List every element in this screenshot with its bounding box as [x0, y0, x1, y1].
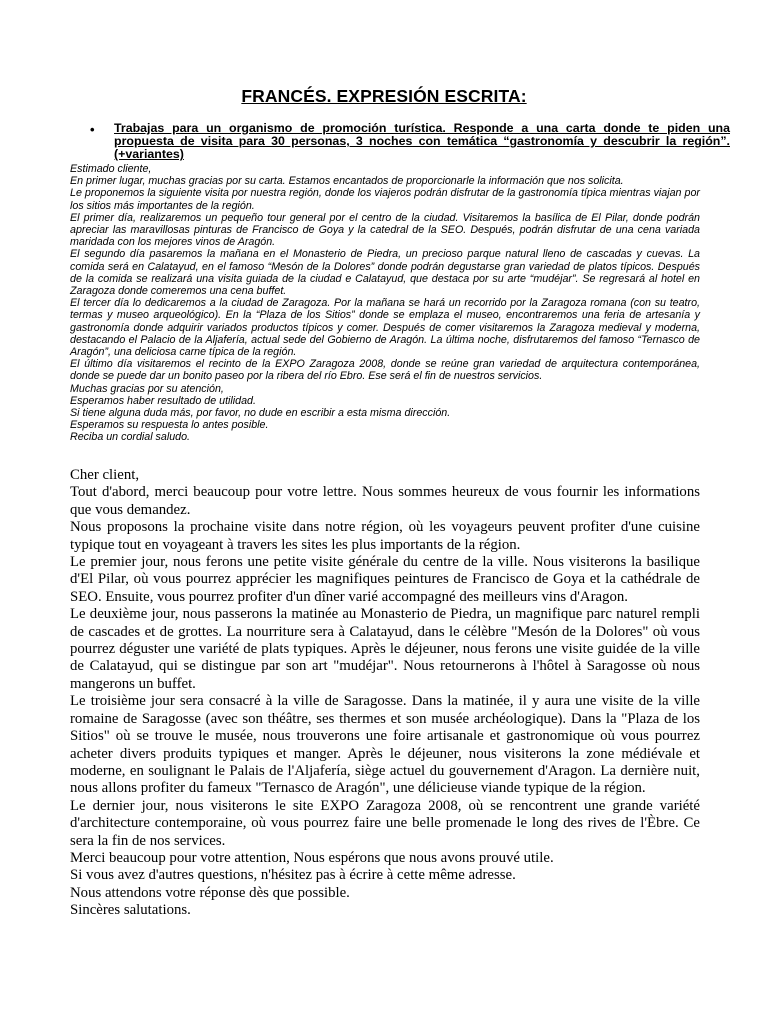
- spanish-paragraph: En primer lugar, muchas gracias por su carta. Estamos encantados de proporcionarle la información que nos solicita.: [70, 175, 624, 188]
- french-letter: [70, 467, 700, 920]
- page-title: FRANCÉS. EXPRESIÓN ESCRITA:: [241, 86, 527, 106]
- spanish-paragraph: El tercer día lo dedicaremos a la ciudad de Zaragoza. Por la mañana se hará un recorrido por la Zaragoza romana (con su teatro, termas y museo arqueológico). En la “Plaza de los Sitios” donde se emplaza el museo, encontraremos una feria de artesanía y gastronomía donde adquirir variados productos típicos y comer. Después de comer visitaremos la Zaragoza medieval y moderna, destacando el Palacio de la Aljafería, actual sede del Gobierno de Aragón. La última noche, disfrutaremos del famoso “Ternasco de Aragón”, una deliciosa carne típica de la región.: [70, 297, 700, 359]
- spanish-paragraph: Esperamos su respuesta lo antes posible.: [70, 419, 269, 432]
- bullet-icon: •: [90, 122, 95, 137]
- french-paragraph: Merci beaucoup pour votre attention, Nous espérons que nous avons prouvé utile.: [70, 849, 554, 866]
- french-paragraph: Nous attendons votre réponse dès que possible.: [70, 884, 350, 901]
- spanish-paragraph: El segundo día pasaremos la mañana en el Monasterio de Piedra, un precioso parque natural lleno de cascadas y cuevas. La comida será en Calatayud, en el famoso “Mesón de la Dolores” donde podrán degustarse gran variedad de platos típicos. Después de la comida se realizará una visita guiada de la ciudad e Calatayud, que destaca por su arte “mudéjar”. Se regresará al hotel en Zaragoza donde comeremos una cena buffet.: [70, 248, 700, 298]
- french-paragraph: Le premier jour, nous ferons une petite visite générale du centre de la ville. Nous visiterons la basilique d'El Pilar, où vous pourrez apprécier les magnifiques peintures de Francisco de Goya et la cathédrale de SEO. Ensuite, vous pourrez profiter d'un dîner varié accompagné des meilleurs vins d'Aragon.: [70, 554, 700, 605]
- french-paragraph: Le troisième jour sera consacré à la ville de Saragosse. Dans la matinée, il y aura une visite de la ville romaine de Saragosse (avec son théâtre, ses thermes et son musée archéologique). Dans la "Plaza de los Sitios" où se trouve le musée, nous trouverons une foire artisanale et gastronomique où vous pourrez acheter divers produits typiques et manger. Après le déjeuner, nous visiterons la zone médiévale et moderne, en soulignant le Palais de l'Aljafería, siège actuel du gouvernement d'Aragon. La dernière nuit, nous allons profiter du fameux "Ternasco de Aragón", une délicieuse viande typique de la région.: [70, 693, 700, 797]
- spanish-paragraph: El primer día, realizaremos un pequeño tour general por el centro de la ciudad. Visitaremos la basílica de El Pilar, donde podrán apreciar las maravillosas pinturas de Francisco de Goya y la catedral de la SEO. Después, podrán disfrutar de una cena variada maridada con los mejores vinos de Aragón.: [70, 211, 700, 249]
- french-paragraph: Nous proposons la prochaine visite dans notre région, où les voyageurs peuvent profiter d'une cuisine typique tout en voyageant à travers les sites les plus importants de la région.: [70, 519, 700, 553]
- spanish-paragraph: Si tiene alguna duda más, por favor, no dude en escribir a esta misma dirección.: [70, 407, 451, 420]
- spanish-paragraph: Reciba un cordial saludo.: [70, 431, 191, 444]
- task-text: Trabajas para un organismo de promoción turística. Responde a una carta donde te piden una propuesta de visita para 30 personas, 3 noches con temática “gastronomía y descubrir la región”. (+variantes): [114, 121, 730, 162]
- spanish-paragraph: El último día visitaremos el recinto de la EXPO Zaragoza 2008, donde se reúne gran variedad de arquitectura contemporánea, donde se puede dar un bonito paseo por la ribera del río Ebro. Ese será el fin de nuestros servicios.: [70, 358, 700, 383]
- task-prompt: [90, 121, 730, 162]
- spanish-letter: [70, 163, 700, 444]
- french-paragraph: Cher client,: [70, 467, 140, 483]
- spanish-paragraph: Estimado cliente,: [70, 163, 152, 175]
- french-paragraph: Le dernier jour, nous visiterons le site EXPO Zaragoza 2008, où se rencontrent une grande variété d'architecture contemporaine, où vous pourrez faire une belle promenade le long des rives de l'Èbre. Ce sera la fin de nos services.: [70, 797, 700, 849]
- spanish-paragraph: Esperamos haber resultado de utilidad.: [70, 394, 256, 407]
- spanish-paragraph: Le proponemos la siguiente visita por nuestra región, donde los viajeros podrán disfrutar de la gastronomía típica mientras viajan por los sitios más importantes de la región.: [70, 187, 700, 212]
- french-paragraph: Le deuxième jour, nous passerons la matinée au Monasterio de Piedra, un magnifique parc naturel rempli de cascades et de grottes. La nourriture sera à Calatayud, dans le célèbre "Mesón de la Dolores" où vous pourrez déguster une variété de plats typiques. Après le déjeuner, nous ferons une visite guidée de la ville de Calatayud, qui se distingue par son art "mudéjar". Nous retournerons à l'hôtel à Saragosse où nous mangerons un buffet.: [70, 606, 700, 692]
- french-paragraph: Si vous avez d'autres questions, n'hésitez pas à écrire à cette même adresse.: [70, 867, 516, 884]
- spanish-paragraph: Muchas gracias por su atención,: [70, 382, 224, 395]
- french-paragraph: Tout d'abord, merci beaucoup pour votre lettre. Nous sommes heureux de vous fournir les informations que vous demandez.: [70, 484, 700, 518]
- french-paragraph: Sincères salutations.: [70, 902, 191, 919]
